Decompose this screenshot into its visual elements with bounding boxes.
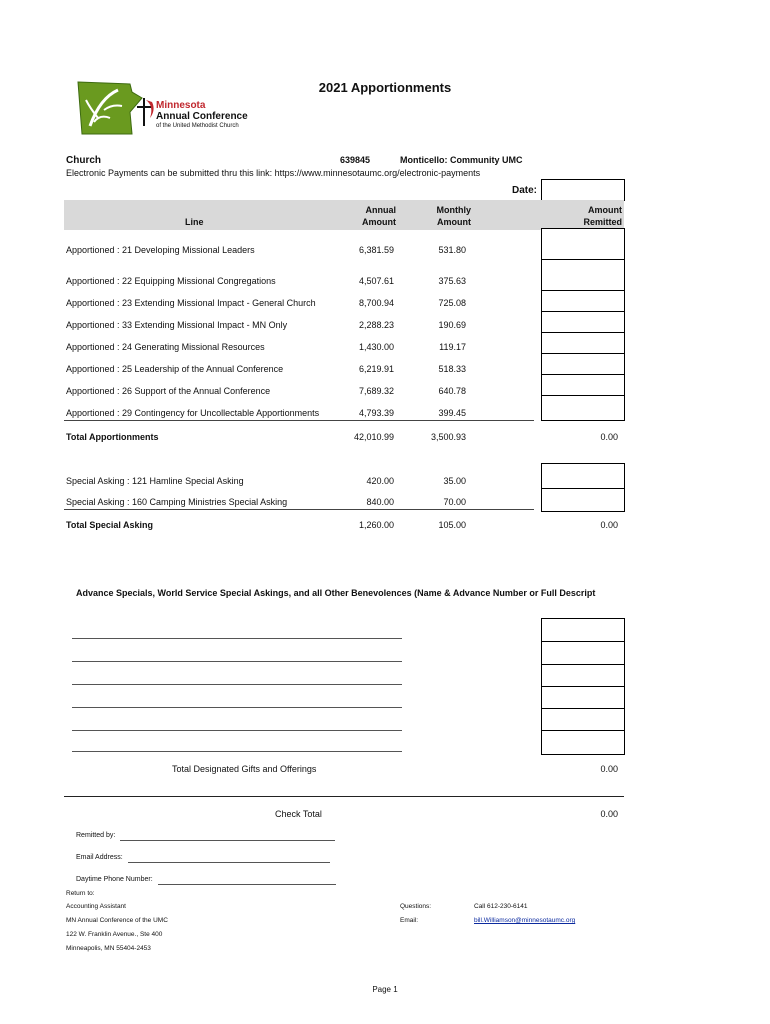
return-line-1: Accounting Assistant [66,903,126,910]
page-title: 2021 Apportionments [318,80,452,95]
apportionment-row-label: Apportioned : 21 Developing Missional Leaders [66,245,255,255]
return-to-label: Return to: [66,890,95,897]
apportionment-monthly: 531.80 [438,245,466,255]
remitted-input[interactable] [541,374,625,396]
remitted-by-field[interactable] [120,832,335,841]
advance-line-field[interactable] [72,697,402,708]
col-monthly-1: Monthly [436,205,471,215]
special-asking-annual: 840.00 [366,497,394,507]
logo-line-1: Minnesota [156,100,206,111]
col-annual-1: Annual [365,205,396,215]
row-divider [64,420,534,421]
total-special-monthly: 105.00 [438,520,466,530]
special-asking-label: Special Asking : 121 Hamline Special Asking [66,476,244,486]
advance-amount-input[interactable] [541,641,625,665]
remitted-input[interactable] [541,290,625,312]
apportionment-row-label: Apportioned : 23 Extending Missional Impact - General Church [66,298,316,308]
col-remitted-1: Amount [588,205,622,215]
col-remitted-2: Remitted [583,217,622,227]
advance-amount-input[interactable] [541,618,625,642]
remitted-input[interactable] [541,311,625,333]
remitted-input[interactable] [541,395,625,421]
apportionment-annual: 2,288.23 [358,320,394,330]
apportionment-monthly: 375.63 [438,276,466,286]
row-divider [64,509,534,510]
remitted-input[interactable] [541,463,625,489]
total-special-label: Total Special Asking [66,520,154,530]
questions-label: Questions: [400,903,432,910]
apportionment-annual: 4,793.39 [358,408,394,418]
remitted-by-label: Remitted by: [76,832,116,839]
total-apportionments-monthly: 3,500.93 [430,432,466,442]
apportionment-monthly: 190.69 [438,320,466,330]
remitted-input[interactable] [541,228,625,260]
total-apportionments-label: Total Apportionments [66,432,159,442]
apportionment-monthly: 119.17 [439,342,466,352]
payment-note: Electronic Payments can be submitted thru this link: https://www.minnesotaumc.org/electronic-payments [66,168,481,178]
questions-phone: Call 612-230-6141 [474,903,528,910]
church-name: Monticello: Community UMC [400,155,523,165]
advance-line-field[interactable] [72,651,402,662]
page-number: Page 1 [372,985,398,994]
church-label: Church [66,155,101,166]
special-asking-label: Special Asking : 160 Camping Ministries Special Asking [66,497,288,507]
return-line-3: 122 W. Franklin Avenue., Ste 400 [66,931,163,938]
date-label: Date: [512,185,538,196]
apportionment-monthly: 725.08 [438,298,466,308]
apportionment-row-label: Apportioned : 26 Support of the Annual Conference [66,386,271,396]
apportionment-monthly: 640.78 [438,386,466,396]
total-special-annual: 1,260.00 [358,520,394,530]
phone-label: Daytime Phone Number: [76,876,153,883]
special-asking-annual: 420.00 [366,476,394,486]
apportionment-annual: 8,700.94 [358,298,394,308]
advance-amount-input[interactable] [541,686,625,709]
advance-line-field[interactable] [72,741,402,752]
email-address-field[interactable] [128,854,330,863]
advance-line-field[interactable] [72,674,402,685]
apportionment-row-label: Apportioned : 33 Extending Missional Impact - MN Only [66,320,288,330]
col-monthly-2: Amount [437,217,471,227]
section-divider [64,796,624,797]
phone-field[interactable] [158,876,336,885]
contact-email-link[interactable]: bill.Williamson@minnesotaumc.org [474,917,576,924]
remitted-input[interactable] [541,353,625,375]
total-apportionments-remitted: 0.00 [600,432,618,442]
apportionment-annual: 6,381.59 [358,245,394,255]
special-asking-monthly: 70.00 [443,497,466,507]
apportionment-monthly: 399.45 [438,408,466,418]
advance-amount-input[interactable] [541,708,625,731]
special-asking-monthly: 35.00 [443,476,466,486]
apportionment-annual: 7,689.32 [358,386,394,396]
check-total-label: Check Total [275,809,322,819]
advance-amount-input[interactable] [541,730,625,755]
remitted-input[interactable] [541,259,625,291]
check-total-value: 0.00 [600,809,618,819]
advance-line-field[interactable] [72,720,402,731]
remitted-input[interactable] [541,332,625,354]
return-line-4: Minneapolis, MN 55404-2453 [66,945,151,952]
date-input[interactable] [541,179,625,201]
remitted-input[interactable] [541,488,625,512]
email-address-label: Email Address: [76,854,123,861]
designated-total-label: Total Designated Gifts and Offerings [172,764,317,774]
advance-heading: Advance Specials, World Service Special Askings, and all Other Benevolences (Name & Advance Number or Full Descript [76,588,596,598]
minnesota-conference-logo [70,78,270,138]
logo-line-2: Annual Conference [156,111,248,122]
apportionment-annual: 1,430.00 [358,342,394,352]
apportionment-row-label: Apportioned : 24 Generating Missional Resources [66,342,265,352]
advance-amount-input[interactable] [541,664,625,687]
apportionment-annual: 6,219.91 [358,364,394,374]
total-apportionments-annual: 42,010.99 [353,432,394,442]
apportionment-annual: 4,507.61 [358,276,394,286]
apportionment-row-label: Apportioned : 29 Contingency for Uncollectable Apportionments [66,408,320,418]
col-line: Line [185,217,204,227]
apportionment-monthly: 518.33 [438,364,466,374]
apportionment-row-label: Apportioned : 25 Leadership of the Annual Conference [66,364,284,374]
advance-line-field[interactable] [72,628,402,639]
apportionment-row-label: Apportioned : 22 Equipping Missional Congregations [66,276,276,286]
return-line-2: MN Annual Conference of the UMC [66,917,168,924]
total-special-remitted: 0.00 [600,520,618,530]
email-label: Email: [400,917,419,924]
church-number: 639845 [340,155,371,165]
col-annual-2: Amount [362,217,396,227]
designated-total-value: 0.00 [600,764,618,774]
logo-line-3: of the United Methodist Church [156,123,239,129]
